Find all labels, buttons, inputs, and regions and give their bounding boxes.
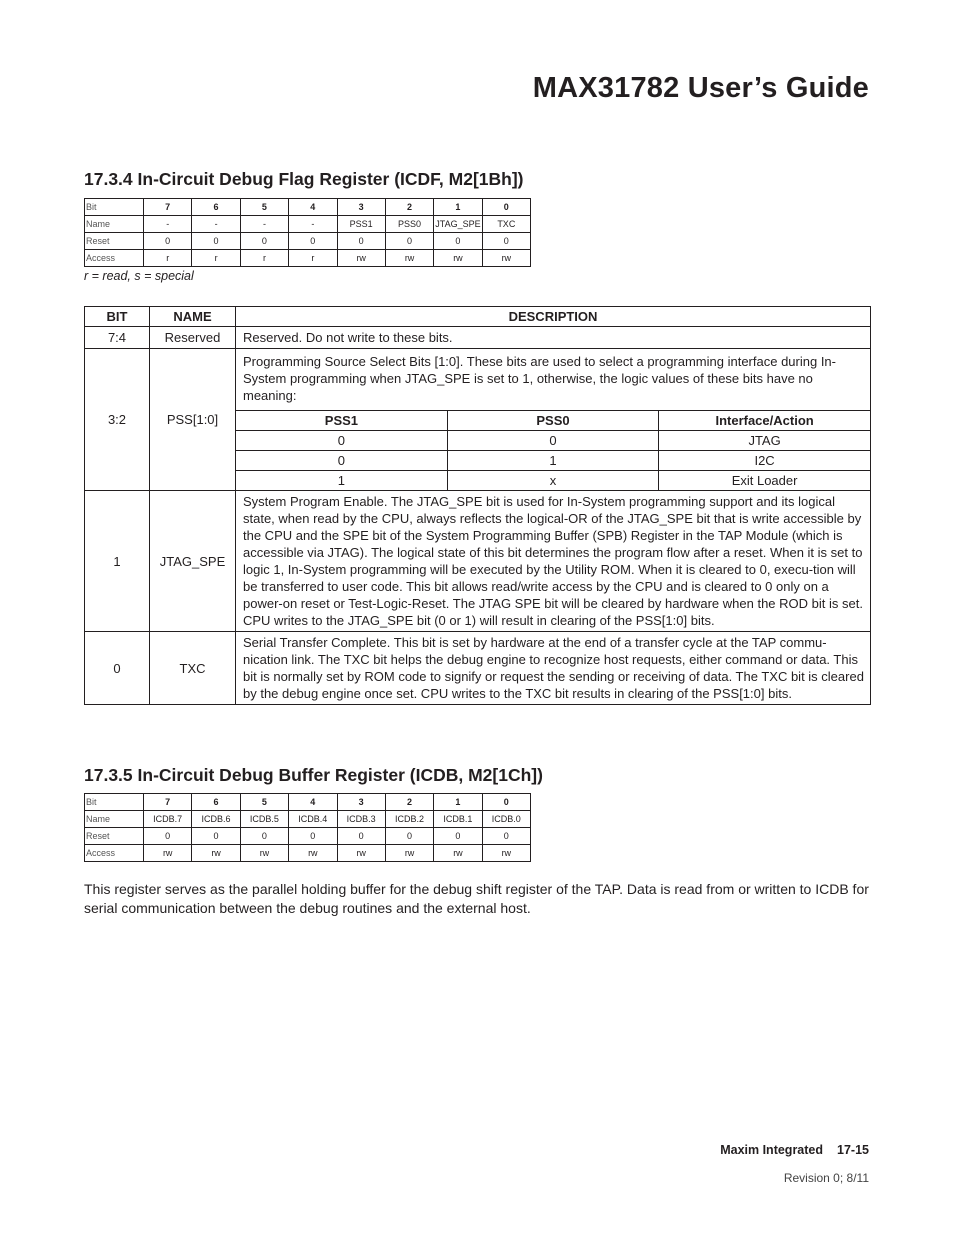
bit-name: - [240, 216, 288, 233]
row-label: Access [85, 845, 144, 862]
bit-number: 7 [144, 794, 192, 811]
bit-name: ICDB.7 [144, 811, 192, 828]
access-value: rw [144, 845, 192, 862]
access-value: rw [192, 845, 240, 862]
bit-number: 6 [192, 794, 240, 811]
row-label: Bit [85, 199, 144, 216]
reset-value: 0 [337, 828, 385, 845]
desc-name: PSS[1:0] [150, 349, 236, 491]
reset-value: 0 [289, 233, 337, 250]
desc-text: System Program Enable. The JTAG_SPE bit is used for In-System programming support and its logical state, when read by the CPU, always reflects the logical-OR of the JTAG_SPE bit that is write accessible by the CPU and the SPE bit of the System Programming Buffer (SPB) Register in the TAP Module (which is accessible via JTAG). The logical state of this bit determines the program flow after a reset. When it is set to logic 1, In-System programming will be executed by the Utility ROM. When it is cleared to 0, execu-tion will be transferred to user code. This bit allows read/write access by the CPU and is cleared to 0 only on a power-on reset or Test-Logic-Reset. The JTAG SPE bit will be cleared by hardware when the ROD bit is set. CPU writes to the JTAG_SPE bit (0 or 1) will result in clearing of the PSS[1:0] bits. [236, 491, 871, 632]
bit-number: 0 [482, 794, 530, 811]
reset-value: 0 [385, 828, 433, 845]
row-label: Access [85, 250, 144, 267]
pss-header: Interface/Action [659, 411, 870, 431]
reset-value: 0 [240, 828, 288, 845]
bit-name: - [144, 216, 192, 233]
desc-bit: 0 [85, 632, 150, 705]
pss-row [236, 431, 870, 451]
pss-cell: 0 [236, 431, 447, 451]
row-label: Name [85, 216, 144, 233]
bit-name: PSS1 [337, 216, 385, 233]
pss-header: PSS0 [447, 411, 658, 431]
register-row-name [85, 216, 531, 233]
bit-name: JTAG_SPE [434, 216, 482, 233]
register-row-bit [85, 199, 531, 216]
access-value: rw [482, 250, 530, 267]
pss-cell: 0 [447, 431, 658, 451]
footer-revision: Revision 0; 8/11 [783, 1171, 869, 1185]
reset-value: 0 [385, 233, 433, 250]
bit-name: - [289, 216, 337, 233]
pss-cell: Exit Loader [659, 471, 870, 491]
desc-bit: 1 [85, 491, 150, 632]
register-row-reset [85, 828, 531, 845]
reset-value: 0 [434, 233, 482, 250]
pss-header-row [236, 411, 870, 431]
bit-number: 4 [289, 199, 337, 216]
access-value: r [289, 250, 337, 267]
pss-cell: I2C [659, 451, 870, 471]
bit-number: 0 [482, 199, 530, 216]
register-map-icdf [84, 198, 531, 267]
bit-number: 5 [240, 199, 288, 216]
bit-number: 2 [385, 794, 433, 811]
desc-cell-pss [236, 349, 871, 491]
desc-bit: 3:2 [85, 349, 150, 491]
pss-row [236, 451, 870, 471]
desc-text: Programming Source Select Bits [1:0]. These bits are used to select a programming interface during In-System programming when JTAG_SPE is set to 1, otherwise, the logic values of these bits have no meaning: [243, 354, 836, 403]
bit-name: - [192, 216, 240, 233]
bit-name: ICDB.1 [434, 811, 482, 828]
access-value: rw [385, 845, 433, 862]
bit-name: ICDB.3 [337, 811, 385, 828]
access-value: rw [289, 845, 337, 862]
desc-name: Reserved [150, 327, 236, 349]
footer-company-line [720, 1143, 869, 1157]
access-value: rw [337, 845, 385, 862]
register-map-icdb [84, 793, 531, 862]
pss-row [236, 471, 870, 491]
reset-value: 0 [482, 828, 530, 845]
bit-number: 4 [289, 794, 337, 811]
bit-number: 5 [240, 794, 288, 811]
desc-text: Reserved. Do not write to these bits. [236, 327, 871, 349]
bit-name: TXC [482, 216, 530, 233]
pss-header: PSS1 [236, 411, 447, 431]
desc-text: Serial Transfer Complete. This bit is set by hardware at the end of a transfer cycle at the TAP commu-nication link. The TXC bit helps the debug engine to recognize host requests, either command or data. This bit is normally set by ROM code to signify or request the sending or receiving of data. The TXC bit is cleared by the debug engine once set. CPU writes to the TXC bit results in clearing of the PSS[1:0] bits. [236, 632, 871, 705]
bit-number: 3 [337, 794, 385, 811]
icdb-description-paragraph: This register serves as the parallel holding buffer for the debug shift register of the TAP. Data is read from or written to ICDB for serial communication between the debug routines and the external host. [84, 881, 869, 916]
bit-name: PSS0 [385, 216, 433, 233]
register-row-reset [85, 233, 531, 250]
bit-number: 3 [337, 199, 385, 216]
reset-value: 0 [192, 233, 240, 250]
access-value: rw [385, 250, 433, 267]
reset-value: 0 [144, 828, 192, 845]
bit-name: ICDB.2 [385, 811, 433, 828]
desc-row-reserved [85, 327, 871, 349]
access-value: r [240, 250, 288, 267]
pss-cell: JTAG [659, 431, 870, 451]
access-value: r [192, 250, 240, 267]
register-row-access [85, 250, 531, 267]
desc-bit: 7:4 [85, 327, 150, 349]
pss-cell: 0 [236, 451, 447, 471]
register-row-name [85, 811, 531, 828]
pss-cell: 1 [236, 471, 447, 491]
register-row-access [85, 845, 531, 862]
desc-row-jtag-spe [85, 491, 871, 632]
reset-value: 0 [240, 233, 288, 250]
bit-number: 1 [434, 199, 482, 216]
access-legend: r = read, s = special [84, 269, 194, 283]
desc-name: TXC [150, 632, 236, 705]
pss-mode-table [236, 410, 870, 490]
desc-row-txc [85, 632, 871, 705]
row-label: Reset [85, 233, 144, 250]
bit-number: 1 [434, 794, 482, 811]
bit-number: 2 [385, 199, 433, 216]
reset-value: 0 [192, 828, 240, 845]
bit-name: ICDB.4 [289, 811, 337, 828]
bit-name: ICDB.6 [192, 811, 240, 828]
desc-row-pss [85, 349, 871, 491]
bit-name: ICDB.0 [482, 811, 530, 828]
bit-number: 7 [144, 199, 192, 216]
access-value: rw [482, 845, 530, 862]
reset-value: 0 [144, 233, 192, 250]
bit-name: ICDB.5 [240, 811, 288, 828]
section-title-icdb: 17.3.5 In-Circuit Debug Buffer Register (ICDB, M2[1Ch]) [84, 765, 543, 785]
desc-name: JTAG_SPE [150, 491, 236, 632]
reset-value: 0 [337, 233, 385, 250]
bit-number: 6 [192, 199, 240, 216]
footer-page-number: 17-15 [837, 1143, 869, 1157]
row-label: Reset [85, 828, 144, 845]
reset-value: 0 [434, 828, 482, 845]
pss-cell: 1 [447, 451, 658, 471]
access-value: rw [434, 845, 482, 862]
access-value: rw [337, 250, 385, 267]
header-description: DESCRIPTION [236, 307, 871, 327]
access-value: r [144, 250, 192, 267]
section-title-icdf: 17.3.4 In-Circuit Debug Flag Register (ICDF, M2[1Bh]) [84, 169, 524, 189]
reset-value: 0 [289, 828, 337, 845]
reset-value: 0 [482, 233, 530, 250]
row-label: Name [85, 811, 144, 828]
bit-description-table [84, 306, 871, 705]
footer-company-name: Maxim Integrated [720, 1143, 824, 1157]
register-row-bit [85, 794, 531, 811]
row-label: Bit [85, 794, 144, 811]
header-bit: BIT [85, 307, 150, 327]
desc-header-row [85, 307, 871, 327]
access-value: rw [240, 845, 288, 862]
pss-cell: x [447, 471, 658, 491]
access-value: rw [434, 250, 482, 267]
document-title: MAX31782 User’s Guide [532, 72, 869, 104]
header-name: NAME [150, 307, 236, 327]
